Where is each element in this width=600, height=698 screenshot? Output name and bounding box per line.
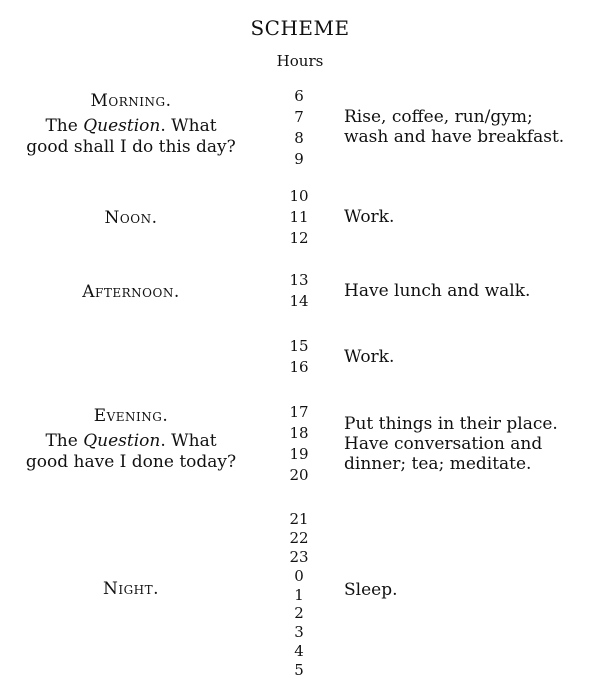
afternoon-period-label: Afternoon. [82, 282, 180, 302]
morning-activity-line1: Rise, coffee, run/gym; [344, 107, 533, 127]
hour-label: 17 [289, 403, 309, 421]
hours-heading: Hours [276, 52, 324, 70]
afternoon2-activity: Work. [344, 347, 395, 367]
evening-question [0, 431, 262, 473]
hour-label: 9 [294, 150, 304, 168]
hour-label: 0 [294, 566, 304, 585]
hour-label: 6 [294, 87, 304, 105]
hour-label: 4 [294, 642, 304, 661]
hour-label: 19 [289, 445, 309, 463]
hour-label: 11 [289, 208, 309, 226]
afternoon-activity: Have lunch and walk. [344, 281, 531, 301]
hour-label: 1 [294, 585, 304, 604]
hour-label: 12 [289, 229, 309, 247]
evening-question-prefix: The [45, 431, 84, 451]
hour-label: 20 [289, 466, 309, 484]
noon-period-label: Noon. [104, 208, 158, 228]
hour-label: 2 [294, 604, 304, 623]
morning-hours [282, 86, 316, 170]
morning-period-label: Morning. [90, 91, 172, 111]
hour-label: 8 [294, 129, 304, 147]
night-period-label: Night. [102, 579, 160, 599]
morning-question [0, 116, 262, 158]
night-hours [282, 510, 316, 680]
evening-activity [344, 414, 594, 474]
hour-label: 16 [289, 358, 309, 376]
morning-question-line2: good shall I do this day? [26, 137, 236, 157]
night-activity: Sleep. [344, 580, 398, 600]
afternoon2-hours [282, 336, 316, 378]
morning-question-prefix: The [45, 116, 84, 136]
noon-activity: Work. [344, 207, 395, 227]
morning-question-emphasis: Question [83, 116, 161, 136]
evening-left-column [0, 405, 262, 473]
night-left-column [0, 578, 262, 600]
evening-activity-line2: Have conversation and [344, 434, 543, 454]
morning-activity [344, 107, 594, 147]
hour-label: 3 [294, 623, 304, 642]
evening-question-line2: good have I done today? [25, 452, 237, 472]
hour-label: 10 [289, 187, 309, 205]
hour-label: 13 [289, 271, 309, 289]
hour-label: 15 [289, 337, 309, 355]
evening-activity-line3: dinner; tea; meditate. [344, 454, 532, 474]
hour-label: 22 [289, 528, 309, 547]
hour-label: 14 [289, 292, 309, 310]
evening-question-emphasis: Question [83, 431, 161, 451]
scheme-title: SCHEME [250, 16, 350, 40]
evening-question-suffix: . What [160, 431, 217, 451]
hour-label: 23 [289, 547, 309, 566]
morning-left-column [0, 90, 262, 158]
evening-activity-line1: Put things in their place. [344, 414, 558, 434]
evening-period-label: Evening. [93, 406, 169, 426]
afternoon-left-column [0, 281, 262, 303]
afternoon-hours [282, 270, 316, 312]
hour-label: 5 [294, 661, 304, 680]
noon-left-column [0, 207, 262, 229]
hour-label: 18 [289, 424, 309, 442]
hour-label: 21 [289, 510, 309, 528]
noon-hours [282, 186, 316, 249]
evening-hours [282, 402, 316, 486]
morning-activity-line2: wash and have breakfast. [344, 127, 565, 147]
morning-question-suffix: . What [160, 116, 217, 136]
hour-label: 7 [294, 108, 304, 126]
